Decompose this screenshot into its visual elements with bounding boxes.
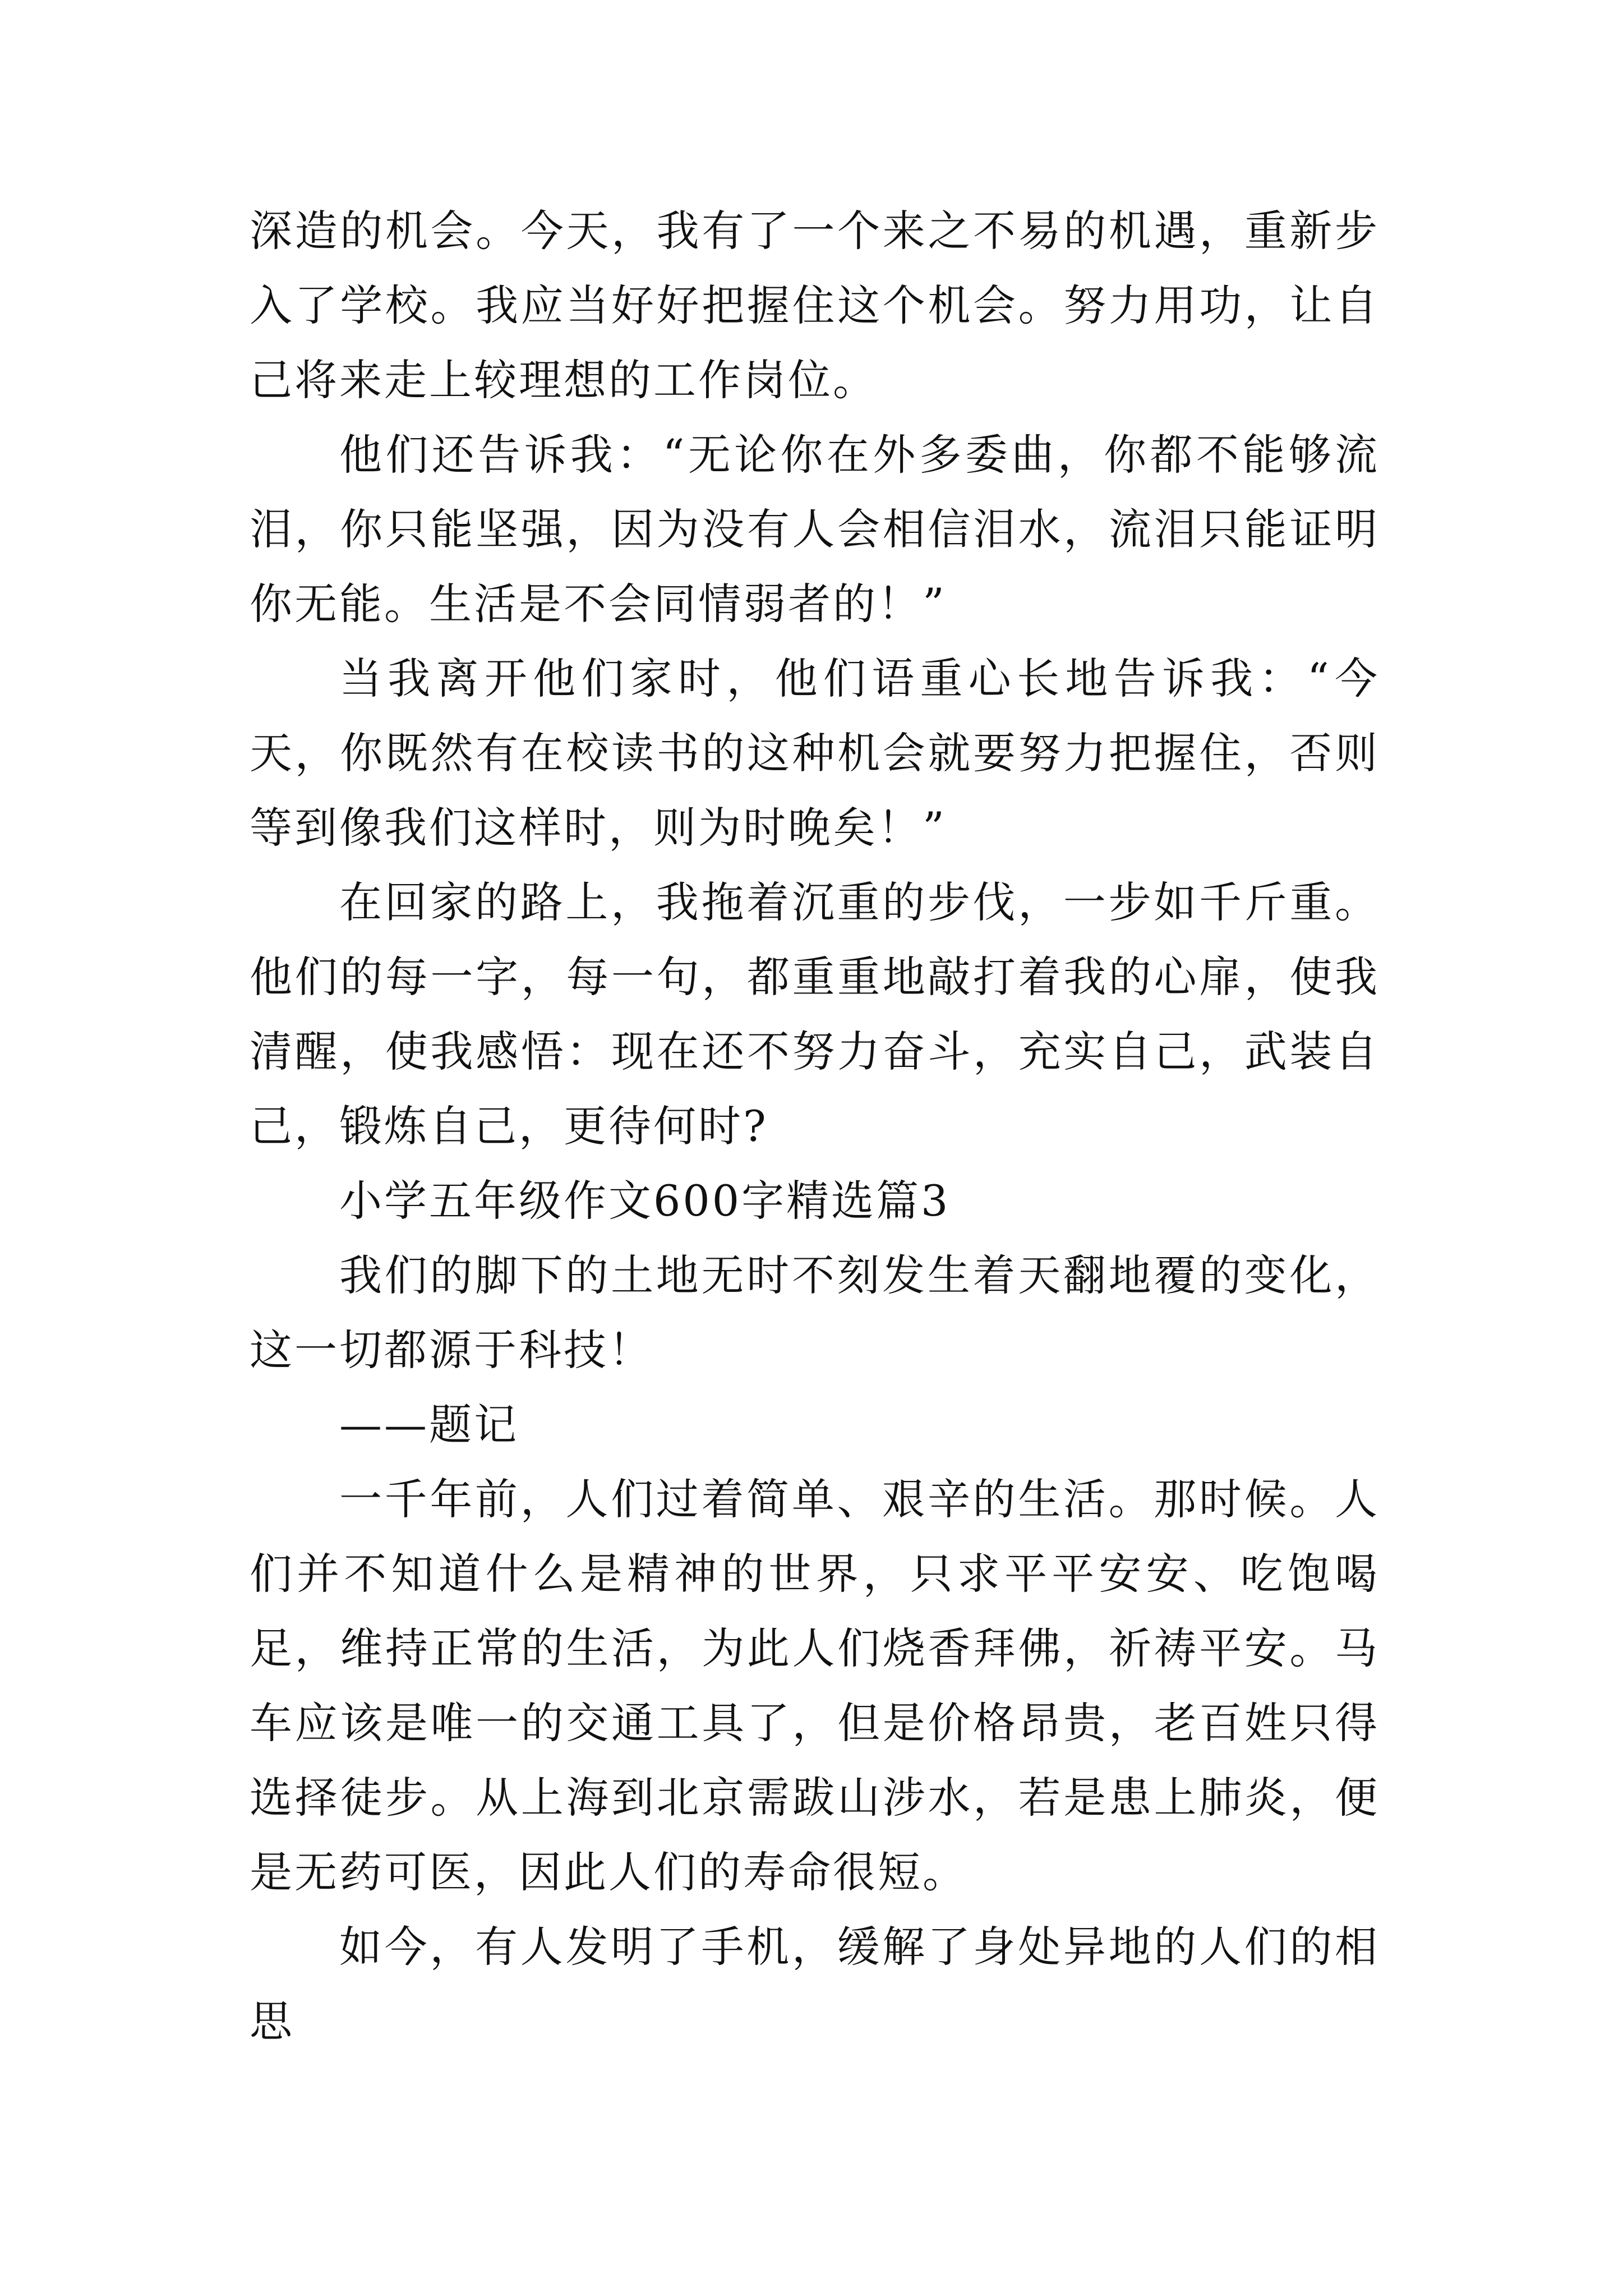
paragraph: 一千年前，人们过着简单、艰辛的生活。那时候。人们并不知道什么是精神的世界，只求平平安安、吃饱喝足，维持正常的生活，为此人们烧香拜佛，祈祷平安。马车应该是唯一的交通工具了，但是价格昂贵，老百姓只得选择徒步。从上海到北京需跋山涉水，若是患上肺炎，便是无药可医，因此人们的寿命很短。 (250, 1474, 1380, 1897)
essay-body (250, 194, 1380, 2059)
paragraph: 在回家的路上，我拖着沉重的步伐，一步如千斤重。他们的每一字，每一句，都重重地敲打着我的心扉，使我清醒，使我感悟：现在还不努力奋斗，充实自己，武装自己，锻炼自己，更待何时? (250, 877, 1380, 1151)
paragraph: 他们还告诉我：“无论你在外多委曲，你都不能够流泪，你只能坚强，因为没有人会相信泪水，流泪只能证明你无能。生活是不会同情弱者的！” (250, 430, 1380, 629)
section-heading: 小学五年级作文600字精选篇3 (339, 1176, 951, 1226)
paragraph: 深造的机会。今天，我有了一个来之不易的机遇，重新步入了学校。我应当好好把握住这个机会。努力用功，让自己将来走上较理想的工作岗位。 (250, 206, 1380, 405)
epigraph-attribution: ——题记 (339, 1400, 519, 1450)
paragraph: 如今，有人发明了手机，缓解了身处异地的人们的相思 (250, 1922, 1380, 2046)
paragraph: 当我离开他们家时，他们语重心长地告诉我：“今天，你既然有在校读书的这种机会就要努力把握住，否则等到像我们这样时，则为时晚矣！” (250, 654, 1380, 853)
paragraph: 我们的脚下的土地无时不刻发生着天翻地覆的变化，这一切都源于科技！ (250, 1250, 1380, 1375)
